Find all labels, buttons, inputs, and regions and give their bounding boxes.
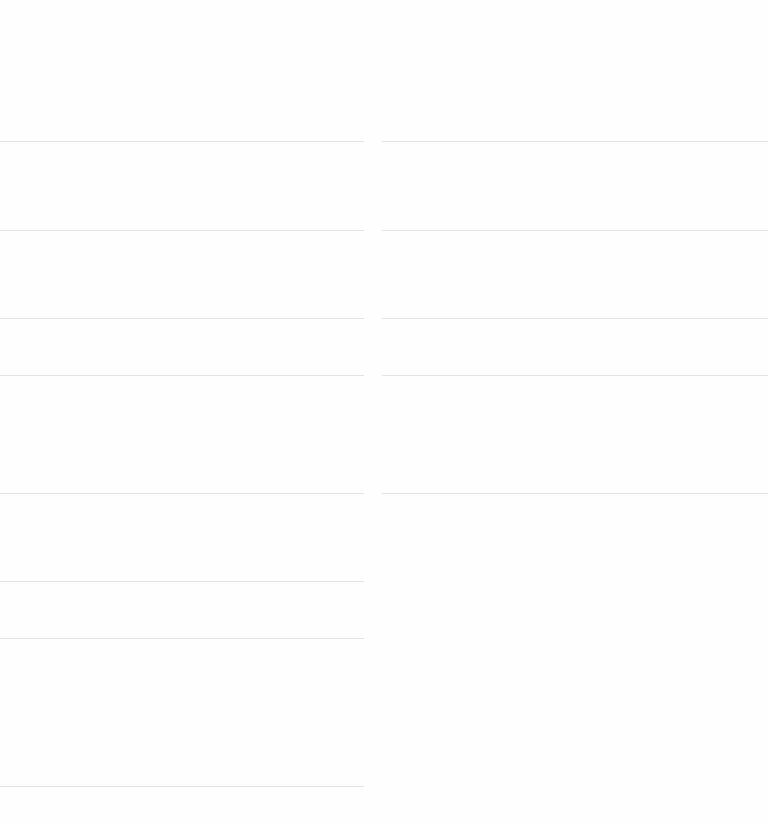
list-item bbox=[382, 230, 768, 318]
right-list bbox=[382, 141, 768, 494]
list-item bbox=[0, 638, 364, 787]
list-item bbox=[382, 141, 768, 230]
list-item bbox=[382, 375, 768, 494]
list-item bbox=[382, 318, 768, 375]
list-item bbox=[0, 230, 364, 318]
list-item bbox=[0, 493, 364, 581]
list-item bbox=[0, 375, 364, 493]
list-item bbox=[0, 581, 364, 638]
list-item bbox=[0, 141, 364, 230]
list-item bbox=[0, 318, 364, 375]
left-list bbox=[0, 141, 364, 787]
